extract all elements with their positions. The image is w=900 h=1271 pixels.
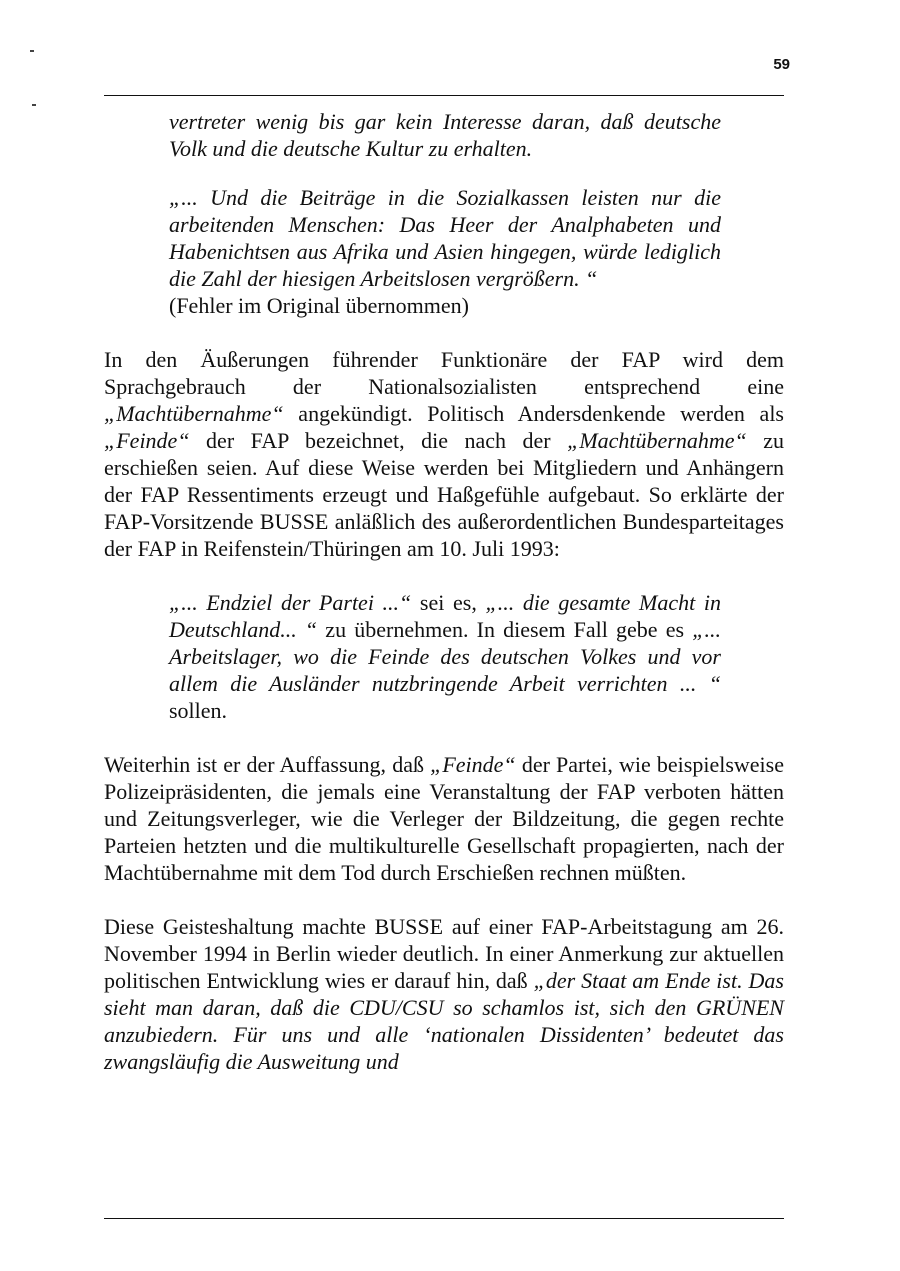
spacer xyxy=(104,724,784,751)
editor-note: (Fehler im Original übernommen) xyxy=(169,293,469,318)
emphasis-run: „... Arbeitslager, wo die Feinde des deutschen Volkes und vor allem die Ausländer nutzbringende Arbeit verrichten ... “ xyxy=(169,617,721,696)
header-rule xyxy=(104,95,784,96)
page-content xyxy=(104,108,784,1075)
emphasis-run: „Feinde“ xyxy=(104,428,190,453)
text-run: der Partei, wie beispielsweise Polizeipräsidenten, die jemals eine Veranstaltung der FAP verboten hätten und Zeitungsverleger, wie die Verleger der Bildzeitung, die gegen rechte Parteien hetzten und die multikulturelle Gesellschaft propagierten, nach der Machtübernahme mit dem Tod durch Erschießen rechnen müßten. xyxy=(104,752,784,885)
emphasis-run: „... die gesamte Macht in Deutschland... “ xyxy=(169,590,721,642)
text-run: Weiterhin ist er der Auffassung, daß xyxy=(104,752,431,777)
text-run: zu erschießen seien. Auf diese Weise werden bei Mitgliedern und Anhängern der FAP Ressentiments erzeugt und Haßgefühle aufgebaut. So erklärte der FAP-Vorsitzende BUSSE anläßlich des außerordentlichen Bundesparteitages der FAP in Reifenstein/Thüringen am 10. Juli 1993: xyxy=(104,428,785,561)
emphasis-run: „der Staat am Ende ist. Das sieht man daran, daß die CDU/CSU so schamlos ist, sich den GRÜNEN anzubiedern. Für uns und alle ‘nationalen Dissidenten’ bedeutet das zwangsläufig die Ausweitung und xyxy=(104,968,784,1074)
quote-continuation: vertreter wenig bis gar kein Interesse daran, daß deutsche Volk und die deutsche Kultur zu erhalten. xyxy=(169,109,721,161)
spacer xyxy=(104,319,784,346)
text-run: sollen. xyxy=(169,698,228,723)
spacer xyxy=(104,162,784,184)
scan-speck xyxy=(32,104,36,106)
scan-speck xyxy=(30,50,34,52)
paragraph-feinde xyxy=(104,751,784,886)
spacer xyxy=(104,562,784,589)
emphasis-run: „... Endziel der Partei ...“ xyxy=(169,590,412,615)
paragraph-machtuebernahme xyxy=(104,346,784,562)
spacer xyxy=(104,886,784,913)
emphasis-run: „Machtübernahme“ xyxy=(104,401,284,426)
text-run: angekündigt. Politisch Andersdenkende werden als xyxy=(283,401,784,426)
quote-sozialkassen: „... Und die Beiträge in die Sozialkassen leisten nur die arbeitenden Menschen: Das Heer der Analphabeten und Habenichtsen aus Afrika und Asien hingegen, würde lediglich die Zahl der hiesigen Arbeitslosen vergrößern. “ xyxy=(169,185,721,291)
quote-busse-1993 xyxy=(169,589,721,724)
text-run: Diese Geisteshaltung machte BUSSE auf einer FAP-Arbeitstagung am 26. November 1994 in Berlin wieder deutlich. In einer Anmerkung zur aktuellen politischen Entwicklung wies er darauf hin, daß xyxy=(104,914,784,993)
page-number: 59 xyxy=(773,56,790,73)
text-run: In den Äußerungen führender Funktionäre der FAP wird dem Sprachgebrauch der Nationalsozialisten entsprechend eine xyxy=(104,347,784,399)
paragraph-arbeitstagung-1994 xyxy=(104,913,784,1075)
emphasis-run: „Feinde“ xyxy=(430,752,516,777)
footer-rule xyxy=(104,1218,784,1219)
text-run: zu übernehmen. In diesem Fall gebe es xyxy=(317,617,693,642)
text-run: sei es, xyxy=(411,590,486,615)
text-run: der FAP bezeichnet, die nach der xyxy=(189,428,568,453)
emphasis-run: „Machtübernahme“ xyxy=(567,428,747,453)
